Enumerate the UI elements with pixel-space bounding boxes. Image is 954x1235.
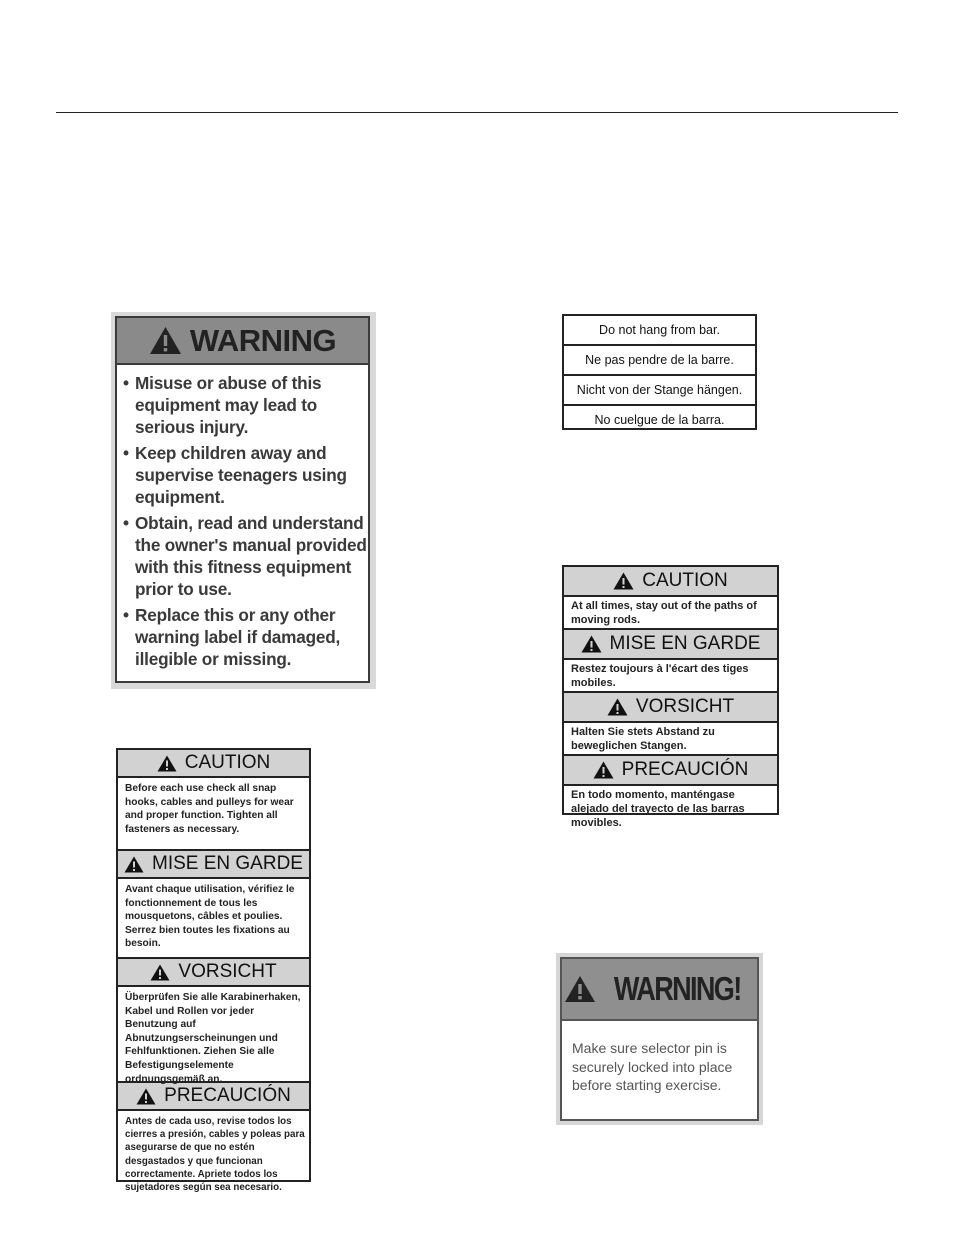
caution-label-rods xyxy=(562,565,779,829)
vorsicht-header xyxy=(118,959,309,987)
precaucion-header xyxy=(118,1083,309,1111)
mise-en-garde-text: Avant chaque utilisation, vérifiez le fonctionnement de tous les mousquetons, câbles et poulies. Serrez bien toutes les fixations au besoin. xyxy=(118,879,309,959)
warning-triangle-icon xyxy=(124,856,144,873)
vorsicht-text: Halten Sie stets Abstand zu beweglichen Stangen. xyxy=(564,723,777,756)
caution-header xyxy=(118,750,309,778)
caution-label-cables xyxy=(116,748,311,1194)
mise-en-garde-header xyxy=(118,851,309,879)
warning-item: • Misuse or abuse of this equipment may lead to serious injury. xyxy=(123,372,368,438)
precaucion-title: PRECAUCIÓN xyxy=(164,1085,291,1106)
warning-title: WARNING! xyxy=(614,970,741,1007)
caution-title: CAUTION xyxy=(184,752,271,773)
warning-triangle-icon xyxy=(149,326,182,355)
caution-text: At all times, stay out of the paths of moving rods. xyxy=(564,597,777,630)
hang-row-de: Nicht von der Stange hängen. xyxy=(564,376,755,406)
vorsicht-header xyxy=(564,693,777,723)
mise-en-garde-header xyxy=(564,630,777,660)
warning-label-misuse xyxy=(111,312,376,689)
precaucion-text: En todo momento, manténgase alejado del trayecto de las barras movibles. xyxy=(571,789,745,829)
warning-item: • Replace this or any other warning label if damaged, illegible or missing. xyxy=(123,604,368,670)
caution-title: CAUTION xyxy=(642,570,728,591)
precaucion-header xyxy=(564,756,777,786)
warning-triangle-icon xyxy=(564,975,596,1003)
header-rule xyxy=(56,112,898,113)
warning-triangle-icon xyxy=(136,1088,156,1105)
warning-item: • Keep children away and supervise teenagers using equipment. xyxy=(123,442,368,508)
mise-en-garde-text: Restez toujours à l'écart des tiges mobiles. xyxy=(564,660,777,693)
warning-title: WARNING xyxy=(189,322,337,358)
warning-triangle-icon xyxy=(607,698,628,716)
warning-triangle-icon xyxy=(613,572,634,590)
warning-triangle-icon xyxy=(150,964,170,981)
precaucion-text: Antes de cada uso, revise todos los cierres a presión, cables y poleas para asegurarse de que no estén desgastados y que funcionan correctamente. Apriete todos los sujetadores según sea necesario. xyxy=(125,1116,305,1194)
warning-header xyxy=(562,959,757,1021)
hang-row-en: Do not hang from bar. xyxy=(564,316,755,346)
caution-header xyxy=(564,567,777,597)
precaucion-title: PRECAUCIÓN xyxy=(621,759,749,780)
caution-text: Before each use check all snap hooks, cables and pulleys for wear and proper function. Tighten all fasteners as necessary. xyxy=(118,778,309,851)
warning-label-selector-pin xyxy=(556,953,763,1125)
mise-en-garde-title: MISE EN GARDE xyxy=(609,633,761,654)
warning-text: Make sure selector pin is securely locked into place before starting exercise. xyxy=(572,1040,733,1093)
hang-row-es: No cuelgue de la barra. xyxy=(594,413,725,427)
warning-list xyxy=(117,365,368,670)
hang-row-fr: Ne pas pendre de la barre. xyxy=(564,346,755,376)
warning-header xyxy=(117,318,368,365)
warning-triangle-icon xyxy=(581,635,602,653)
warning-triangle-icon xyxy=(593,761,614,779)
mise-en-garde-title: MISE EN GARDE xyxy=(152,853,303,874)
warning-triangle-icon xyxy=(157,755,177,772)
do-not-hang-label xyxy=(562,314,757,430)
vorsicht-text: Überprüfen Sie alle Karabinerhaken, Kabel und Rollen vor jeder Benutzung auf Abnutzungserscheinungen und Fehlfunktionen. Ziehen Sie alle Befestigungselemente ordnungsgemäß an. xyxy=(118,987,309,1083)
vorsicht-title: VORSICHT xyxy=(635,696,735,717)
warning-item: • Obtain, read and understand the owner's manual provided with this fitness equipment prior to use. xyxy=(123,512,368,600)
vorsicht-title: VORSICHT xyxy=(178,961,277,982)
